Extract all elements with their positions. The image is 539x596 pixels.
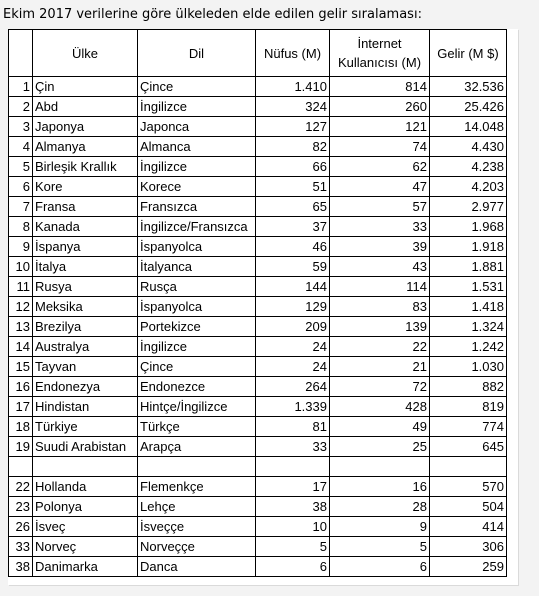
header-language: Dil bbox=[138, 30, 256, 77]
table-row bbox=[9, 177, 507, 197]
table-row bbox=[9, 277, 507, 297]
cell-internet-users: 62 bbox=[330, 157, 430, 177]
cell-internet-users: 114 bbox=[330, 277, 430, 297]
cell-country: Çin bbox=[33, 77, 138, 97]
cell-internet-users: 33 bbox=[330, 217, 430, 237]
cell-rank: 11 bbox=[9, 277, 33, 297]
cell-population: 24 bbox=[256, 337, 330, 357]
cell-population: 127 bbox=[256, 117, 330, 137]
cell-language: Fransızca bbox=[138, 197, 256, 217]
table-row bbox=[9, 257, 507, 277]
cell-revenue: 774 bbox=[430, 417, 507, 437]
cell-rank: 15 bbox=[9, 357, 33, 377]
table-row bbox=[9, 557, 507, 577]
cell-population: 46 bbox=[256, 237, 330, 257]
table-row bbox=[9, 117, 507, 137]
cell-population: 37 bbox=[256, 217, 330, 237]
cell-population bbox=[256, 457, 330, 477]
cell-rank: 33 bbox=[9, 537, 33, 557]
cell-country bbox=[33, 457, 138, 477]
cell-population: 324 bbox=[256, 97, 330, 117]
cell-population: 59 bbox=[256, 257, 330, 277]
cell-rank: 3 bbox=[9, 117, 33, 137]
cell-country: Norveç bbox=[33, 537, 138, 557]
table-row bbox=[9, 337, 507, 357]
cell-internet-users: 9 bbox=[330, 517, 430, 537]
cell-internet-users bbox=[330, 457, 430, 477]
cell-revenue: 1.881 bbox=[430, 257, 507, 277]
cell-population: 81 bbox=[256, 417, 330, 437]
header-internet-line1: İnternet bbox=[357, 36, 402, 51]
cell-population: 51 bbox=[256, 177, 330, 197]
cell-population: 209 bbox=[256, 317, 330, 337]
cell-language: İspanyolca bbox=[138, 237, 256, 257]
cell-country: Japonya bbox=[33, 117, 138, 137]
table-row bbox=[9, 477, 507, 497]
cell-population: 144 bbox=[256, 277, 330, 297]
cell-rank: 23 bbox=[9, 497, 33, 517]
cell-rank bbox=[9, 457, 33, 477]
table-row bbox=[9, 317, 507, 337]
table-row bbox=[9, 497, 507, 517]
cell-population: 65 bbox=[256, 197, 330, 217]
cell-language: Portekizce bbox=[138, 317, 256, 337]
header-revenue: Gelir (M $) bbox=[430, 30, 507, 77]
cell-language: İngilizce/Fransızca bbox=[138, 217, 256, 237]
cell-language: İngilizce bbox=[138, 97, 256, 117]
cell-rank: 13 bbox=[9, 317, 33, 337]
cell-population: 129 bbox=[256, 297, 330, 317]
cell-population: 1.410 bbox=[256, 77, 330, 97]
cell-rank: 7 bbox=[9, 197, 33, 217]
cell-revenue: 504 bbox=[430, 497, 507, 517]
cell-country: Polonya bbox=[33, 497, 138, 517]
cell-rank: 6 bbox=[9, 177, 33, 197]
cell-revenue: 1.968 bbox=[430, 217, 507, 237]
cell-language: Japonca bbox=[138, 117, 256, 137]
cell-country: Kanada bbox=[33, 217, 138, 237]
cell-revenue: 32.536 bbox=[430, 77, 507, 97]
table-row bbox=[9, 97, 507, 117]
cell-rank: 2 bbox=[9, 97, 33, 117]
cell-language: İngilizce bbox=[138, 157, 256, 177]
cell-rank: 10 bbox=[9, 257, 33, 277]
cell-country: İtalya bbox=[33, 257, 138, 277]
cell-rank: 14 bbox=[9, 337, 33, 357]
cell-language: İngilizce bbox=[138, 337, 256, 357]
cell-rank: 9 bbox=[9, 237, 33, 257]
cell-revenue: 1.242 bbox=[430, 337, 507, 357]
cell-internet-users: 83 bbox=[330, 297, 430, 317]
cell-country: Almanya bbox=[33, 137, 138, 157]
cell-revenue: 570 bbox=[430, 477, 507, 497]
header-internet-users bbox=[330, 30, 430, 77]
cell-internet-users: 428 bbox=[330, 397, 430, 417]
cell-rank: 17 bbox=[9, 397, 33, 417]
cell-rank: 8 bbox=[9, 217, 33, 237]
revenue-table bbox=[8, 29, 507, 577]
cell-country: Tayvan bbox=[33, 357, 138, 377]
cell-language: Norveççe bbox=[138, 537, 256, 557]
cell-country: İsveç bbox=[33, 517, 138, 537]
cell-rank: 19 bbox=[9, 437, 33, 457]
cell-country: Australya bbox=[33, 337, 138, 357]
cell-population: 264 bbox=[256, 377, 330, 397]
cell-language: Çince bbox=[138, 357, 256, 377]
table-row bbox=[9, 357, 507, 377]
cell-internet-users: 43 bbox=[330, 257, 430, 277]
cell-country: Meksika bbox=[33, 297, 138, 317]
cell-internet-users: 57 bbox=[330, 197, 430, 217]
cell-revenue: 882 bbox=[430, 377, 507, 397]
cell-revenue: 819 bbox=[430, 397, 507, 417]
cell-rank: 38 bbox=[9, 557, 33, 577]
header-rank bbox=[9, 30, 33, 77]
cell-internet-users: 21 bbox=[330, 357, 430, 377]
cell-language: Almanca bbox=[138, 137, 256, 157]
cell-population: 33 bbox=[256, 437, 330, 457]
cell-internet-users: 74 bbox=[330, 137, 430, 157]
header-row bbox=[9, 30, 507, 77]
cell-revenue: 25.426 bbox=[430, 97, 507, 117]
cell-country: Kore bbox=[33, 177, 138, 197]
cell-country: Endonezya bbox=[33, 377, 138, 397]
header-population: Nüfus (M) bbox=[256, 30, 330, 77]
cell-population: 82 bbox=[256, 137, 330, 157]
cell-revenue: 306 bbox=[430, 537, 507, 557]
table-body bbox=[9, 77, 507, 577]
table-row bbox=[9, 397, 507, 417]
header-country: Ülke bbox=[33, 30, 138, 77]
cell-country: Danimarka bbox=[33, 557, 138, 577]
cell-rank: 12 bbox=[9, 297, 33, 317]
cell-rank: 22 bbox=[9, 477, 33, 497]
table-row bbox=[9, 297, 507, 317]
cell-revenue: 2.977 bbox=[430, 197, 507, 217]
cell-population: 10 bbox=[256, 517, 330, 537]
cell-internet-users: 260 bbox=[330, 97, 430, 117]
cell-revenue: 4.430 bbox=[430, 137, 507, 157]
table-row bbox=[9, 237, 507, 257]
cell-country: Rusya bbox=[33, 277, 138, 297]
cell-internet-users: 28 bbox=[330, 497, 430, 517]
cell-revenue: 14.048 bbox=[430, 117, 507, 137]
cell-population: 38 bbox=[256, 497, 330, 517]
cell-population: 5 bbox=[256, 537, 330, 557]
table-row bbox=[9, 77, 507, 97]
cell-language: Hintçe/İngilizce bbox=[138, 397, 256, 417]
cell-language: Türkçe bbox=[138, 417, 256, 437]
table-row bbox=[9, 137, 507, 157]
table-row bbox=[9, 517, 507, 537]
cell-country: Suudi Arabistan bbox=[33, 437, 138, 457]
cell-population: 1.339 bbox=[256, 397, 330, 417]
cell-population: 17 bbox=[256, 477, 330, 497]
table-caption: Ekim 2017 verilerine göre ülkeleden elde edilen gelir sıralaması: bbox=[3, 7, 422, 22]
cell-country: Brezilya bbox=[33, 317, 138, 337]
cell-internet-users: 25 bbox=[330, 437, 430, 457]
cell-rank: 16 bbox=[9, 377, 33, 397]
cell-rank: 26 bbox=[9, 517, 33, 537]
cell-revenue: 1.030 bbox=[430, 357, 507, 377]
table-row bbox=[9, 537, 507, 557]
cell-internet-users: 39 bbox=[330, 237, 430, 257]
cell-language: Endonezce bbox=[138, 377, 256, 397]
table-row bbox=[9, 437, 507, 457]
cell-language: Çince bbox=[138, 77, 256, 97]
cell-country: Hindistan bbox=[33, 397, 138, 417]
cell-country: İspanya bbox=[33, 237, 138, 257]
table-row bbox=[9, 417, 507, 437]
cell-revenue: 1.918 bbox=[430, 237, 507, 257]
cell-rank: 4 bbox=[9, 137, 33, 157]
table-row bbox=[9, 197, 507, 217]
cell-revenue: 414 bbox=[430, 517, 507, 537]
cell-population: 6 bbox=[256, 557, 330, 577]
cell-internet-users: 5 bbox=[330, 537, 430, 557]
cell-internet-users: 16 bbox=[330, 477, 430, 497]
cell-country: Birleşik Krallık bbox=[33, 157, 138, 177]
cell-language: İspanyolca bbox=[138, 297, 256, 317]
table-row bbox=[9, 217, 507, 237]
cell-internet-users: 814 bbox=[330, 77, 430, 97]
cell-country: Fransa bbox=[33, 197, 138, 217]
cell-language: İtalyanca bbox=[138, 257, 256, 277]
cell-language: Korece bbox=[138, 177, 256, 197]
cell-revenue: 4.203 bbox=[430, 177, 507, 197]
cell-language: Lehçe bbox=[138, 497, 256, 517]
cell-country: Abd bbox=[33, 97, 138, 117]
cell-revenue: 1.418 bbox=[430, 297, 507, 317]
cell-population: 66 bbox=[256, 157, 330, 177]
cell-country: Türkiye bbox=[33, 417, 138, 437]
cell-revenue: 645 bbox=[430, 437, 507, 457]
cell-rank: 18 bbox=[9, 417, 33, 437]
cell-internet-users: 22 bbox=[330, 337, 430, 357]
cell-rank: 5 bbox=[9, 157, 33, 177]
cell-revenue: 1.324 bbox=[430, 317, 507, 337]
cell-population: 24 bbox=[256, 357, 330, 377]
header-internet-line2: Kullanıcısı (M) bbox=[337, 55, 422, 70]
cell-language: İsveççe bbox=[138, 517, 256, 537]
cell-internet-users: 121 bbox=[330, 117, 430, 137]
cell-revenue: 4.238 bbox=[430, 157, 507, 177]
table-row bbox=[9, 457, 507, 477]
cell-internet-users: 139 bbox=[330, 317, 430, 337]
cell-language bbox=[138, 457, 256, 477]
cell-internet-users: 49 bbox=[330, 417, 430, 437]
cell-revenue: 259 bbox=[430, 557, 507, 577]
cell-revenue bbox=[430, 457, 507, 477]
cell-revenue: 1.531 bbox=[430, 277, 507, 297]
cell-rank: 1 bbox=[9, 77, 33, 97]
cell-language: Danca bbox=[138, 557, 256, 577]
cell-language: Arapça bbox=[138, 437, 256, 457]
cell-country: Hollanda bbox=[33, 477, 138, 497]
table-row bbox=[9, 377, 507, 397]
cell-internet-users: 47 bbox=[330, 177, 430, 197]
cell-internet-users: 6 bbox=[330, 557, 430, 577]
table-row bbox=[9, 157, 507, 177]
cell-language: Rusça bbox=[138, 277, 256, 297]
cell-internet-users: 72 bbox=[330, 377, 430, 397]
cell-language: Flemenkçe bbox=[138, 477, 256, 497]
